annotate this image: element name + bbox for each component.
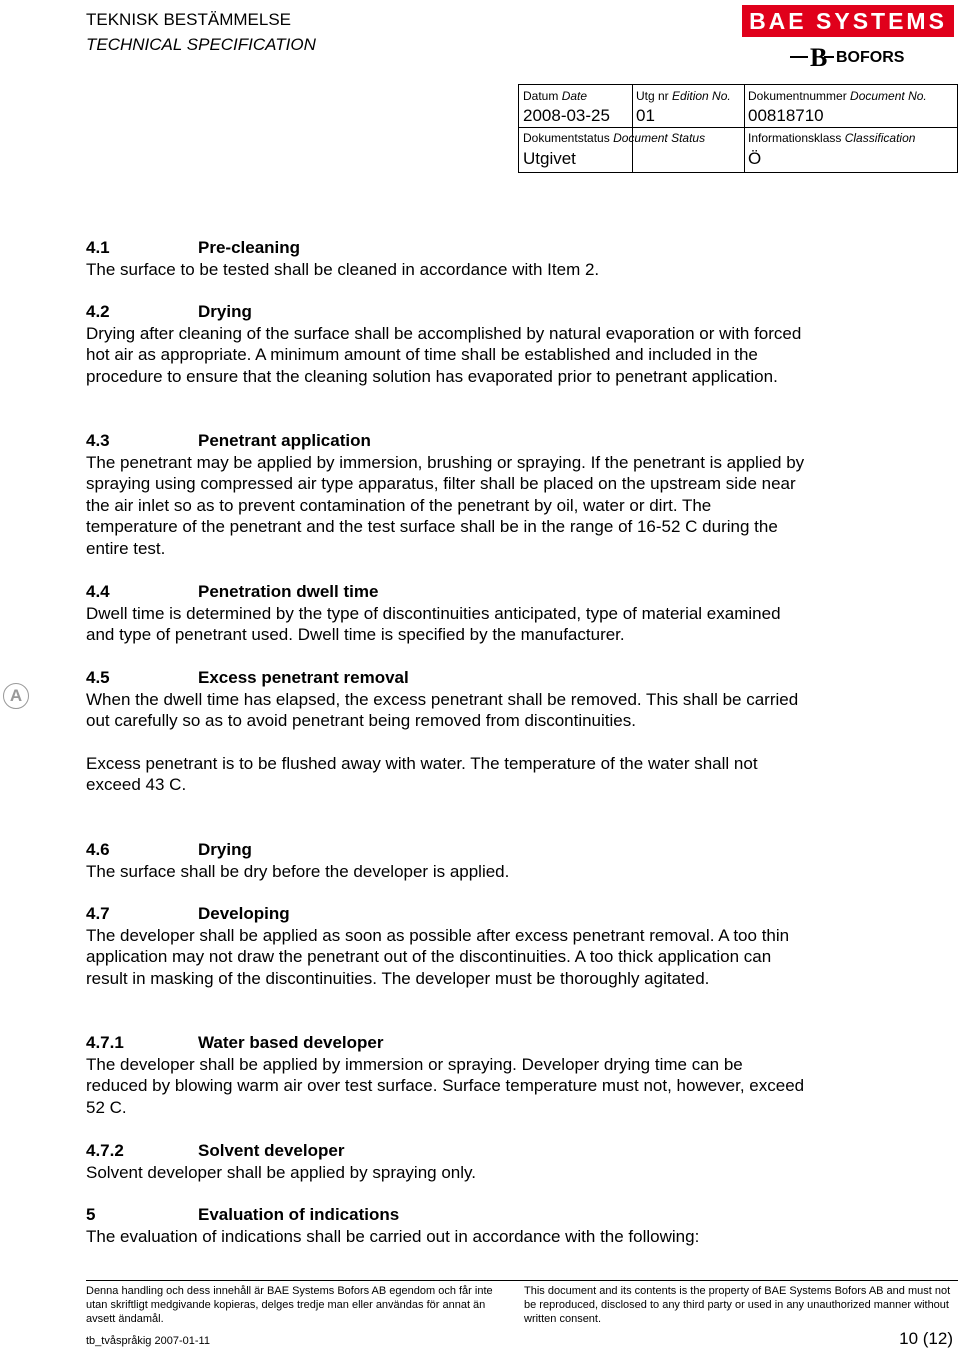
section-heading [86,430,806,452]
section-text: The surface shall be dry before the developer is applied. [86,861,510,881]
section-heading [86,839,806,861]
section-title: Solvent developer [198,1141,345,1160]
section-text: The penetrant may be applied by immersion, brushing or spraying. If the penetrant is applied by spraying using compressed air type apparatus, filter shall be placed on the upstream side near the air inlet so as to prevent contamination of the penetrant by oil, water or dirt. The temperature of the penetrant and the test surface shall be in the range of 16-52 C during the entire test. [86,452,805,558]
section-heading [86,667,806,689]
section-number: 5 [86,1205,96,1224]
date-label: Datum Date [523,89,588,103]
section-text: When the dwell time has elapsed, the excess penetrant shall be removed. This shall be carried out carefully so as to avoid penetrant being removed from discontinuities. [86,689,799,731]
section-title: Water based developer [198,1033,384,1052]
section-heading [86,1032,806,1054]
section-4-7 [86,903,806,989]
status-label: Dokumentstatus Document Status [523,131,706,145]
section-text: Solvent developer shall be applied by spraying only. [86,1162,476,1182]
section-title: Drying [198,302,252,321]
section-number: 4.7 [86,904,110,923]
section-5 [86,1204,806,1247]
document-number-value: 00818710 [748,106,824,125]
section-4-2 [86,301,806,387]
footer-disclaimer-english: This document and its contents is the property of BAE Systems Bofors AB and must not be reproduced, disclosed to any third party or used in any unauthorized manner without written consent. [524,1285,951,1325]
footer-disclaimer-swedish: Denna handling och dess innehåll är BAE Systems Bofors AB egendom och får inte utan skriftligt medgivande kopieras, delges tredje man eller användas för annat än avsett ändamål. [86,1285,493,1325]
section-title: Pre-cleaning [198,238,301,257]
section-title: Developing [198,904,290,923]
classification-value: Ö [748,149,762,168]
svg-text:B: B [810,43,828,71]
section-heading [86,903,806,925]
section-text: The developer shall be applied as soon as possible after excess penetrant removal. A too thin application may not draw the penetrant out of the discontinuities. A too thick application can result in masking of the discontinuities. The developer must be thoroughly agitated. [86,925,790,988]
section-number: 4.4 [86,582,110,601]
title-swedish: TEKNISK BESTÄMMELSE [86,10,291,29]
section-text: The evaluation of indications shall be carried out in accordance with the following: [86,1226,700,1246]
section-title: Penetrant application [198,431,371,450]
date-value: 2008-03-25 [523,106,610,125]
section-heading [86,1140,806,1162]
section-text: The developer shall be applied by immersion or spraying. Developer drying time can be reduced by blowing warm air over test surface. Surface temperature must not, however, exceed 52 C. [86,1054,805,1117]
section-number: 4.5 [86,668,110,687]
edition-value: 01 [636,106,655,125]
footer-divider [86,1280,958,1281]
title-english: TECHNICAL SPECIFICATION [86,35,316,54]
section-heading [86,1204,806,1226]
section-text: The surface to be tested shall be cleaned in accordance with Item 2. [86,259,600,279]
section-number: 4.2 [86,302,110,321]
section-text: Dwell time is determined by the type of discontinuities anticipated, type of material examined and type of penetrant used. Dwell time is specified by the manufacturer. [86,603,781,645]
page-number: 10 (12) [899,1329,953,1348]
classification-label: Informationsklass Classification [748,131,916,145]
bae-systems-logo: BAE SYSTEMS [742,5,954,37]
section-4-7-2 [86,1140,806,1183]
section-heading [86,301,806,323]
section-4-1 [86,237,806,280]
section-number: 4.7.1 [86,1033,124,1052]
section-title: Penetration dwell time [198,582,379,601]
section-title: Excess penetrant removal [198,668,409,687]
section-4-3 [86,430,806,560]
section-number: 4.3 [86,431,110,450]
revision-mark-icon: A [3,683,29,709]
section-4-5 [86,667,806,796]
section-4-7-1 [86,1032,806,1118]
section-4-6 [86,839,806,882]
status-value: Utgivet [523,149,576,168]
bofors-wordmark: BOFORS [836,49,905,66]
section-4-4 [86,581,806,646]
section-heading [86,581,806,603]
document-title [86,7,316,57]
section-text-2: Excess penetrant is to be flushed away with water. The temperature of the water shall not exceed 43 C. [86,753,758,795]
section-number: 4.6 [86,840,110,859]
section-title: Evaluation of indications [198,1205,400,1224]
document-meta-table [518,84,958,173]
document-number-label: Dokumentnummer Document No. [748,89,927,103]
section-title: Drying [198,840,252,859]
template-version: tb_tvåspråkig 2007-01-11 [86,1335,210,1347]
edition-label: Utg nr Edition No. [636,89,731,103]
section-number: 4.1 [86,238,110,257]
section-heading [86,237,806,259]
section-number: 4.7.2 [86,1141,124,1160]
section-text: Drying after cleaning of the surface shall be accomplished by natural evaporation or with forced hot air as appropriate. A minimum amount of time shall be established and included in the procedure to ensure that the cleaning solution has evaporated prior to penetrant application. [86,323,802,386]
